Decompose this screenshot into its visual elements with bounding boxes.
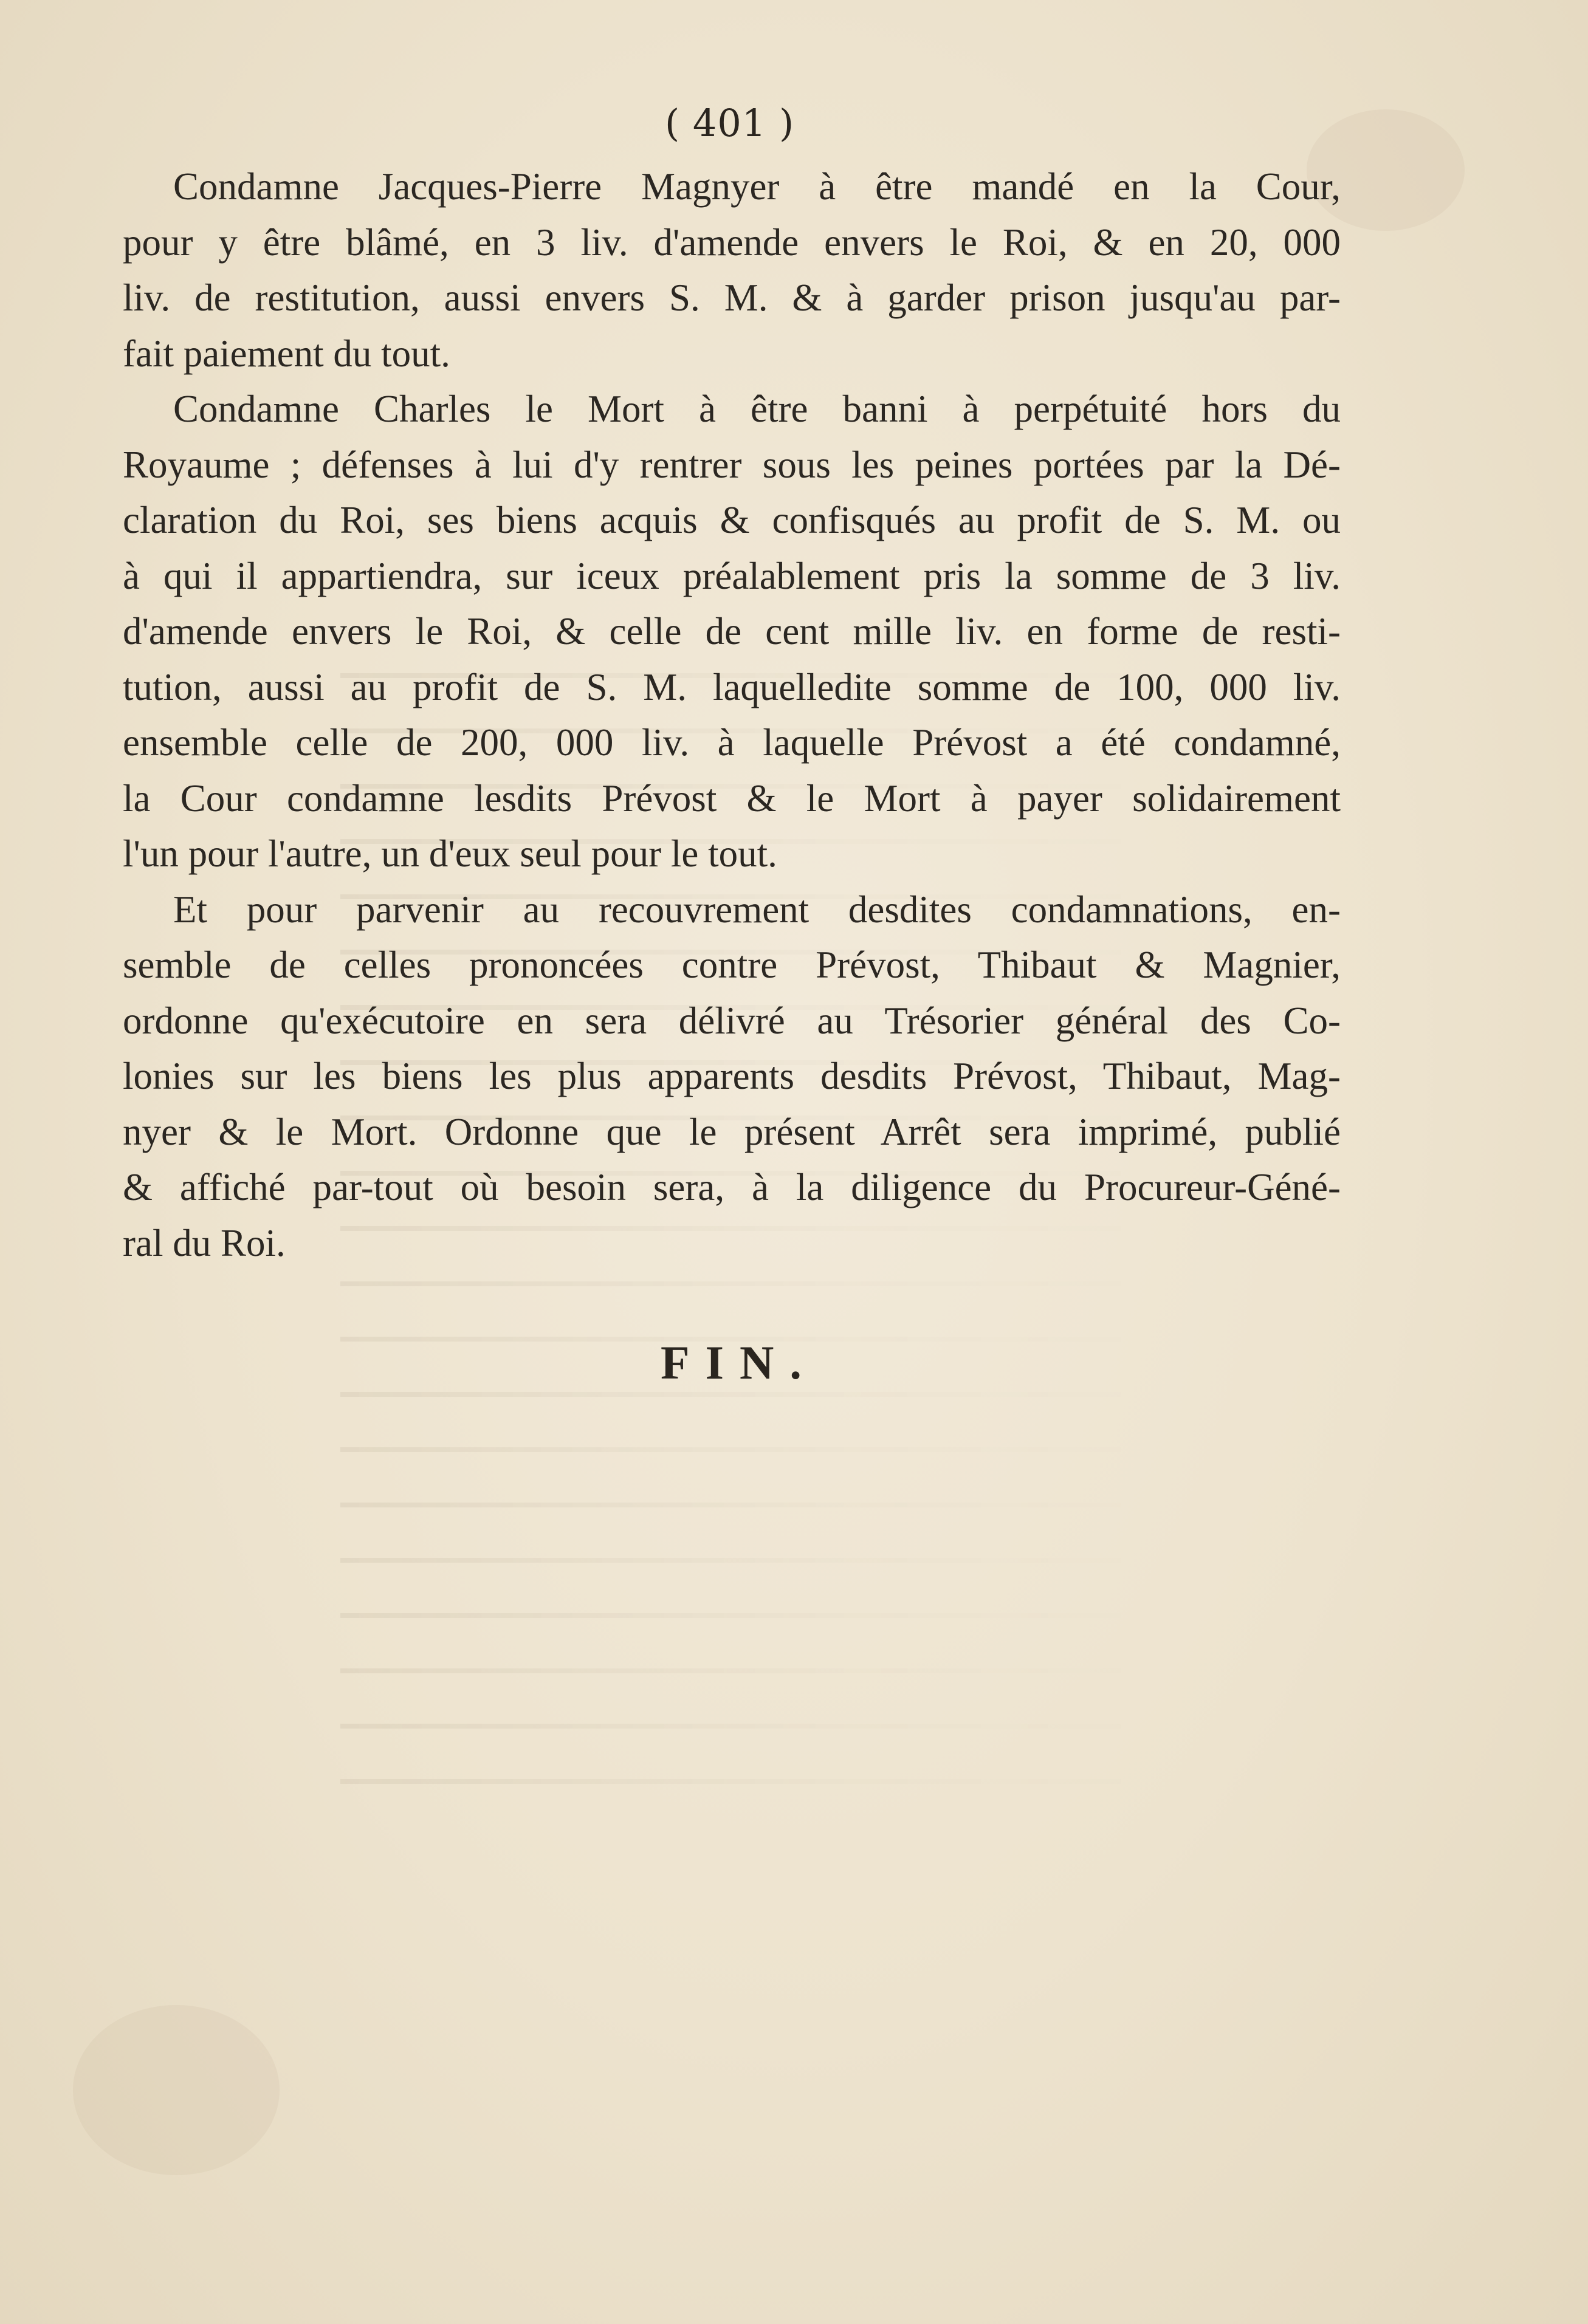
text-line: d'amende envers le Roi, & celle de cent mille liv. en forme de resti-	[123, 610, 1341, 653]
text-line: ensemble celle de 200, 000 liv. à laquelle Prévost a été condamné,	[123, 721, 1341, 764]
text-line: liv. de restitution, aussi envers S. M. & à garder prison jusqu'au par-	[123, 276, 1341, 319]
text-line: pour y être blâmé, en 3 liv. d'amende envers le Roi, & en 20, 000	[123, 221, 1341, 264]
text-line: Condamne Charles le Mort à être banni à perpétuité hors du	[173, 388, 1341, 430]
text-line: semble de celles prononcées contre Prévost, Thibaut & Magnier,	[123, 944, 1341, 986]
text-line: claration du Roi, ses biens acquis & confisqués au profit de S. M. ou	[123, 499, 1341, 541]
text-line: à qui il appartiendra, sur iceux préalablement pris la somme de 3 liv.	[123, 554, 1341, 597]
text-line: Condamne Jacques-Pierre Magnyer à être mandé en la Cour,	[173, 165, 1341, 208]
page-number: ( 401 )	[665, 101, 795, 145]
text-line: ral du Roi.	[123, 1221, 286, 1264]
text-line: l'un pour l'autre, un d'eux seul pour le tout.	[123, 832, 777, 875]
text-line: tution, aussi au profit de S. M. laquelledite somme de 100, 000 liv.	[123, 665, 1341, 708]
text-line: la Cour condamne lesdits Prévost & le Mort à payer solidairement	[123, 776, 1341, 820]
text-line: nyer & le Mort. Ordonne que le présent Arrêt sera imprimé, publié	[123, 1110, 1341, 1153]
text-line: fait paiement du tout.	[123, 332, 450, 375]
text-line: & affiché par-tout où besoin sera, à la diligence du Procureur-Géné-	[123, 1166, 1341, 1208]
paper-stain	[73, 2005, 280, 2175]
fin-heading: FIN.	[661, 1336, 817, 1389]
text-line: Et pour parvenir au recouvrement desdites condamnations, en-	[173, 888, 1341, 931]
text-line: ordonne qu'exécutoire en sera délivré au Trésorier général des Co-	[123, 999, 1341, 1042]
text-line: Royaume ; défenses à lui d'y rentrer sous les peines portées par la Dé-	[123, 443, 1341, 486]
body-text	[123, 159, 1341, 1271]
text-line: lonies sur les biens les plus apparents desdits Prévost, Thibaut, Mag-	[123, 1055, 1341, 1097]
